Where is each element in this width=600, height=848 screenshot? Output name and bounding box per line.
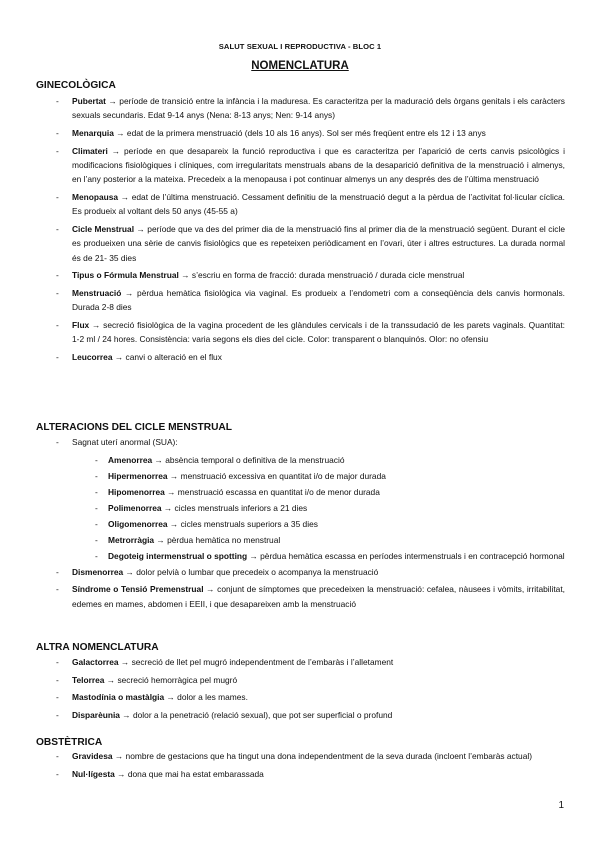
section-heading-ginecologica: GINECOLÒGICA [36, 80, 116, 91]
definition: → cicles menstruals inferiors a 21 dies [161, 502, 308, 513]
definition: → secreció fisiològica de la vagina procedent de les glàndules cervicals i de la transsudació de les parets vaginals. Quantitat: 1-2 ml / 24 hores. Consistència: varia segons els dies del cicle. Color: transparent o blanquinós. Olor: no ofensiu [72, 320, 565, 345]
list-item [0, 222, 565, 265]
bullet-dash: - [95, 518, 98, 529]
bullet-dash: - [56, 692, 59, 703]
term: Polimenorrea [108, 502, 162, 513]
term: Dismenorrea [72, 566, 124, 577]
term: Pubertat [72, 96, 106, 106]
definition: → període que va des del primer dia de la menstruació fins al primer dia de la menstruació següent. Durant el cicle es produeixen una sèrie de canvis fisiològics que es repeteixen periòdicament en l’ovari, úter i altres estructures. La durada normal és de 21- 35 dies [72, 224, 565, 263]
bullet-dash: - [56, 145, 59, 156]
term: Síndrome o Tensió Premenstrual [72, 584, 204, 595]
bullet-dash: - [95, 534, 98, 545]
bullet-dash: - [56, 320, 59, 330]
bullet-dash: - [56, 96, 59, 106]
bullet-dash: - [56, 709, 59, 720]
definition: → secreció hemorràgica pel mugró [104, 674, 238, 685]
bullet-dash: - [56, 288, 59, 298]
term: Leucorrea [72, 352, 113, 362]
definition: → conjunt de símptomes que precedeixen la menstruació: cefalea, nàusees i vòmits, irritabilitat, edemes en mames, abdomen i EEII, i que desapareixen amb la menstruació [72, 584, 565, 609]
term: Telorrea [72, 674, 105, 685]
sub-list-item [0, 485, 565, 499]
document-header: SALUT SEXUAL I REPRODUCTIVA - BLOC 1 [218, 42, 382, 51]
alteracions-list [0, 435, 600, 614]
page-title: NOMENCLATURA [251, 60, 349, 72]
term: Tipus o Fórmula Menstrual [72, 270, 179, 281]
section-heading-altra-nomenclatura: ALTRA NOMENCLATURA [36, 642, 159, 653]
bullet-dash: - [56, 192, 59, 202]
definition: → canvi o alteració en el flux [112, 352, 222, 362]
definition: → absència temporal o definitiva de la menstruació [152, 454, 345, 465]
term: Amenorrea [108, 454, 153, 465]
list-item [0, 582, 565, 611]
term: Hipermenorrea [108, 470, 168, 481]
page-number: 1 [558, 800, 564, 811]
definition: → pèrdua hemàtica escassa en períodes intermenstruals i en contracepció hormonal [247, 550, 565, 561]
list-item [0, 286, 565, 315]
definition: → dolor a la penetració (relació sexual), que pot ser superficial o profund [119, 709, 393, 720]
list-item [0, 655, 565, 669]
bullet-dash: - [56, 674, 59, 685]
list-item [0, 767, 565, 781]
sub-list-item [0, 469, 565, 483]
term: Degoteig intermenstrual o spotting [108, 550, 248, 561]
term: Hipomenorrea [108, 486, 165, 497]
definition: → edat de l’última menstruació. Cessament definitiu de la menstruació degut a la pèrdua de l’activitat fol·licular cíclica. Es produeix al voltant dels 50 anys (45-55 a) [72, 192, 565, 217]
list-item [0, 749, 565, 763]
definition: → pèrdua hemàtica fisiològica via vaginal. Es produeix a l’endometri com a conseqüència dels canvis hormonals. Durada 2-8 dies [72, 288, 565, 313]
list-item [0, 673, 565, 687]
term: Flux [72, 320, 90, 330]
bullet-dash: - [56, 657, 59, 667]
list-item [0, 268, 565, 282]
bullet-dash: - [56, 270, 59, 281]
term: Galactorrea [72, 657, 119, 667]
term: Mastodínia o mastàlgia [72, 692, 165, 703]
term: Disparèunia [72, 709, 120, 720]
term: Metrorràgia [108, 534, 155, 545]
definition: → menstruació excessiva en quantitat i/o de major durada [167, 470, 386, 481]
bullet-dash: - [56, 768, 59, 779]
bullet-dash: - [56, 352, 59, 362]
sua-label: Sagnat uterí anormal (SUA): [72, 437, 178, 447]
bullet-dash: - [95, 502, 98, 513]
list-item [0, 350, 565, 364]
bullet-dash: - [56, 751, 59, 761]
list-item [0, 94, 565, 123]
bullet-dash: - [56, 437, 59, 447]
term: Menarquia [72, 128, 114, 138]
section-heading-alteracions: ALTERACIONS DEL CICLE MENSTRUAL [36, 422, 233, 433]
term: Climateri [72, 145, 108, 156]
definition: → secreció de llet pel mugró independentment de l’embaràs i l’alletament [118, 657, 394, 667]
definition: → s’escriu en forma de fracció: durada menstruació / durada cicle menstrual [178, 270, 465, 281]
bullet-dash: - [95, 550, 98, 561]
definition: → període en que desapareix la funció reproductiva i que es caracteritza per l’aparició de certs canvis psicològics i modificacions fisiològiques i clíniques, com irregularitats menstruals abans de la desaparició definitiva de la menstruació i almenys, en l’any posterior a la mateixa. Precedeix a la menopausa i pot continuar almenys un any després des de l’última menstruació [72, 145, 565, 185]
list-item [0, 126, 565, 140]
term: Menopausa [72, 192, 119, 202]
definition: → menstruació escassa en quantitat i/o de menor durada [164, 486, 380, 497]
ginecologica-list [0, 94, 600, 368]
sub-list-item [0, 501, 565, 515]
sub-list-item [0, 517, 565, 531]
definition: → període de transició entre la infància i la maduresa. Es caracteritza per la maduració dels òrgans genitals i els caràcters sexuals secundaris. Edat 9-14 anys (Nena: 8-13 anys; Nen: 9-14 anys) [72, 96, 565, 121]
list-item [0, 144, 565, 187]
bullet-dash: - [56, 128, 59, 138]
sub-list-item [0, 549, 565, 563]
definition: → nombre de gestacions que ha tingut una dona independentment de la seva durada (incloent l’embaràs actual) [112, 751, 533, 761]
list-item [0, 190, 565, 219]
definition: → dolor pelvià o lumbar que precedeix o acompanya la menstruació [123, 566, 379, 577]
term: Menstruació [72, 288, 122, 298]
term: Nul·lígesta [72, 768, 115, 779]
bullet-dash: - [95, 454, 98, 465]
bullet-dash: - [95, 486, 98, 497]
list-item-sua [0, 435, 565, 449]
sub-list-item [0, 533, 565, 547]
list-item [0, 318, 565, 347]
definition: → pèrdua hemàtica no menstrual [154, 534, 281, 545]
bullet-dash: - [95, 470, 98, 481]
bullet-dash: - [56, 566, 59, 577]
definition: → dona que mai ha estat embarassada [114, 768, 264, 779]
obstetrica-list [0, 749, 600, 784]
list-item [0, 708, 565, 722]
list-item [0, 565, 565, 579]
term: Cicle Menstrual [72, 224, 135, 234]
term: Oligomenorrea [108, 518, 168, 529]
section-heading-obstetrica: OBSTÈTRICA [36, 737, 103, 748]
list-item [0, 690, 565, 704]
altra-nomenclatura-list [0, 655, 600, 725]
definition: → dolor a les mames. [164, 692, 248, 703]
sub-list-item [0, 453, 565, 467]
definition: → cicles menstruals superiors a 35 dies [167, 518, 318, 529]
definition: → edat de la primera menstruació (dels 10 als 16 anys). Sol ser més freqüent entre els 12 i 13 anys [113, 128, 486, 138]
term: Gravidesa [72, 751, 113, 761]
bullet-dash: - [56, 584, 59, 595]
bullet-dash: - [56, 224, 59, 234]
